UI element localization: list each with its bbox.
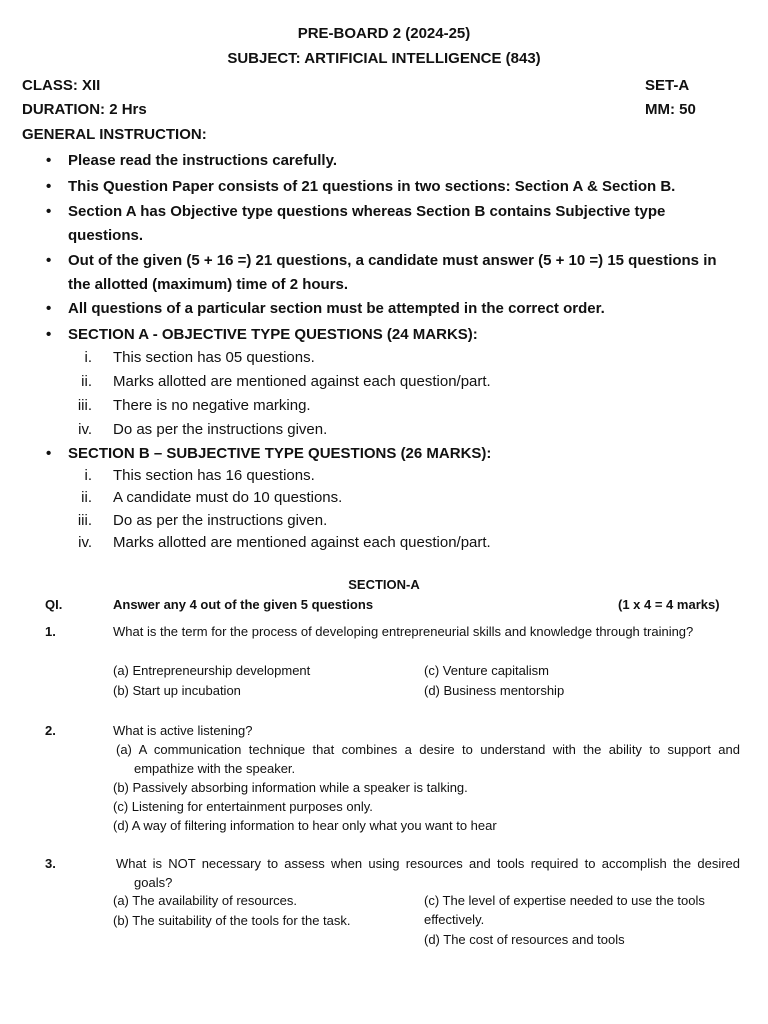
section-b-rule: Do as per the instructions given. <box>113 512 328 529</box>
roman-numeral: iii. <box>77 512 92 529</box>
bullet-dot: • <box>46 178 52 195</box>
question-text: What is active listening? <box>113 723 253 738</box>
roman-numeral: ii. <box>81 373 92 390</box>
question-number: 3. <box>45 856 56 871</box>
section-a-rule: There is no negative marking. <box>113 397 311 414</box>
option-d: (d) The cost of resources and tools <box>424 932 625 947</box>
instructions-heading: GENERAL INSTRUCTION: <box>22 126 207 143</box>
question-number: 1. <box>45 624 56 639</box>
instruction-item: Please read the instructions carefully. <box>68 152 337 169</box>
option-a: (a) Entrepreneurship development <box>113 663 311 678</box>
section-a-title: SECTION-A <box>348 577 420 592</box>
set-label: SET-A <box>645 77 690 94</box>
qi-instruction: Answer any 4 out of the given 5 questions <box>113 597 374 612</box>
subject-line: SUBJECT: ARTIFICIAL INTELLIGENCE (843) <box>227 50 541 67</box>
option-b: (b) Passively absorbing information while a speaker is talking. <box>113 780 468 795</box>
bullet-dot: • <box>46 300 52 317</box>
paper-title: PRE-BOARD 2 (2024-25) <box>297 25 471 42</box>
bullet-dot: • <box>46 203 52 220</box>
section-b-rule: A candidate must do 10 questions. <box>113 489 343 506</box>
instruction-item: All questions of a particular section must be attempted in the correct order. <box>68 300 605 317</box>
option-d: (d) Business mentorship <box>424 683 565 698</box>
section-a-rule: Marks allotted are mentioned against each question/part. <box>113 373 491 390</box>
section-a-rule: Do as per the instructions given. <box>113 421 328 438</box>
max-marks-label: MM: 50 <box>645 101 696 118</box>
option-b: (b) The suitability of the tools for the task. <box>113 913 351 928</box>
roman-numeral: iv. <box>78 421 92 438</box>
instruction-item: This Question Paper consists of 21 questions in two sections: Section A & Section B. <box>68 178 676 195</box>
option-c: (c) Venture capitalism <box>424 663 549 678</box>
qi-marks: (1 x 4 = 4 marks) <box>618 597 720 612</box>
question-text: What is NOT necessary to assess when using resources and tools required to accomplish the desired goals? <box>116 856 740 890</box>
instruction-item-continued: the allotted (maximum) time of 2 hours. <box>68 276 349 293</box>
instruction-item-continued: questions. <box>68 227 144 244</box>
option-a: (a) A communication technique that combines a desire to understand with the ability to support and empathize with the speaker. <box>116 742 740 776</box>
option-c: (c) Listening for entertainment purposes only. <box>113 799 373 814</box>
option-c: (c) The level of expertise needed to use the tools effectively. <box>424 893 705 927</box>
instruction-item: Out of the given (5 + 16 =) 21 questions, a candidate must answer (5 + 10 =) 15 questions in <box>68 252 717 269</box>
bullet-dot: • <box>46 252 52 269</box>
section-b-rule: Marks allotted are mentioned against each question/part. <box>113 534 491 551</box>
section-a-heading: SECTION A - OBJECTIVE TYPE QUESTIONS (24 MARKS): <box>68 326 478 343</box>
question-text: What is the term for the process of developing entrepreneurial skills and knowledge through training? <box>113 624 694 639</box>
roman-numeral: i. <box>84 349 92 366</box>
roman-numeral: i. <box>84 467 92 484</box>
class-label: CLASS: XII <box>22 77 101 94</box>
question-number: 2. <box>45 723 56 738</box>
duration-label: DURATION: 2 Hrs <box>22 101 147 118</box>
section-b-heading: SECTION B – SUBJECTIVE TYPE QUESTIONS (26 MARKS): <box>68 445 492 462</box>
section-a-rule: This section has 05 questions. <box>113 349 315 366</box>
roman-numeral: iii. <box>77 397 92 414</box>
bullet-dot: • <box>46 152 52 169</box>
instruction-item: Section A has Objective type questions whereas Section B contains Subjective type <box>68 203 666 220</box>
qi-label: QI. <box>45 597 63 612</box>
option-b: (b) Start up incubation <box>113 683 241 698</box>
option-d: (d) A way of filtering information to hear only what you want to hear <box>113 818 497 833</box>
option-a: (a) The availability of resources. <box>113 893 298 908</box>
roman-numeral: ii. <box>81 489 92 506</box>
bullet-dot: • <box>46 445 52 462</box>
roman-numeral: iv. <box>78 534 92 551</box>
section-b-rule: This section has 16 questions. <box>113 467 315 484</box>
bullet-dot: • <box>46 326 52 343</box>
